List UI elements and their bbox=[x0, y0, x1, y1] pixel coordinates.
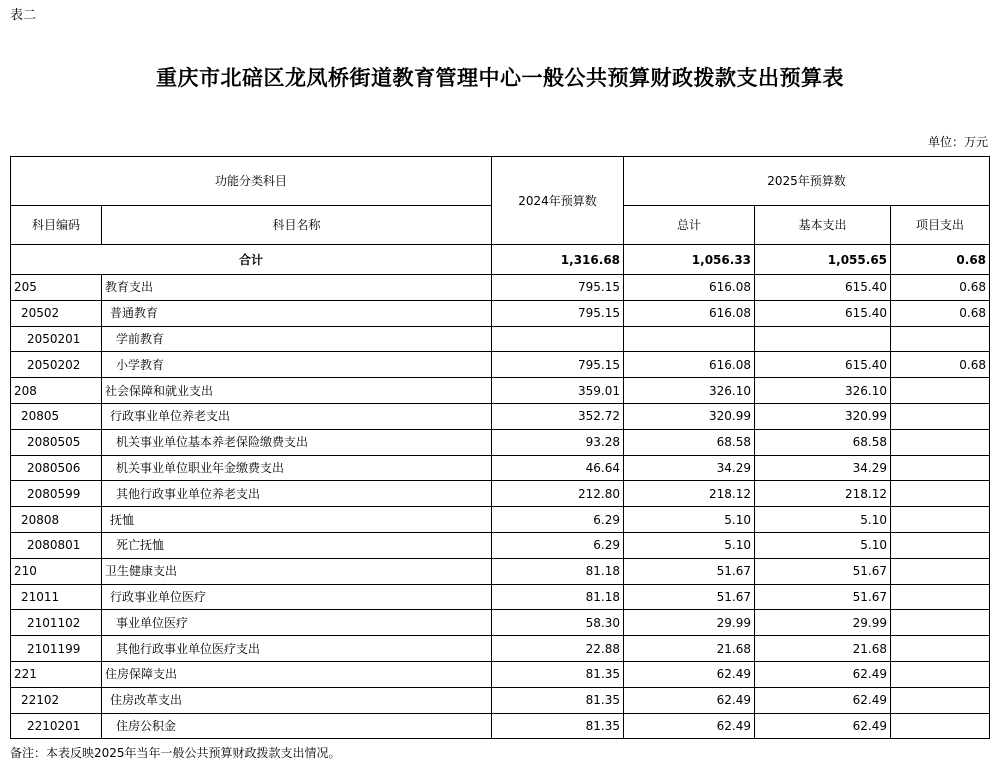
table-label: 表二 bbox=[10, 8, 37, 23]
table-row bbox=[11, 610, 990, 636]
row-project-2025: 0.68 bbox=[891, 275, 990, 301]
table-row bbox=[11, 584, 990, 610]
row-name: 教育支出 bbox=[102, 275, 492, 301]
row-project-2025 bbox=[891, 636, 990, 662]
row-basic-2025: 320.99 bbox=[755, 403, 891, 429]
row-basic-2025: 51.67 bbox=[755, 584, 891, 610]
table-row bbox=[11, 507, 990, 533]
row-code: 2101102 bbox=[11, 610, 102, 636]
row-name: 其他行政事业单位医疗支出 bbox=[102, 636, 492, 662]
header-project: 项目支出 bbox=[891, 206, 990, 245]
table-row bbox=[11, 713, 990, 739]
row-budget-2024: 795.15 bbox=[492, 300, 624, 326]
row-project-2025: 0.68 bbox=[891, 352, 990, 378]
row-name: 行政事业单位养老支出 bbox=[102, 403, 492, 429]
row-code: 2101199 bbox=[11, 636, 102, 662]
row-project-2025 bbox=[891, 584, 990, 610]
row-code: 205 bbox=[11, 275, 102, 301]
row-total-2025: 5.10 bbox=[624, 507, 755, 533]
row-budget-2024: 58.30 bbox=[492, 610, 624, 636]
table-row bbox=[11, 300, 990, 326]
table-row bbox=[11, 455, 990, 481]
row-name: 小学教育 bbox=[102, 352, 492, 378]
row-total-2025: 616.08 bbox=[624, 352, 755, 378]
header-basic: 基本支出 bbox=[755, 206, 891, 245]
row-name: 住房改革支出 bbox=[102, 687, 492, 713]
row-code: 2050202 bbox=[11, 352, 102, 378]
unit-label: 单位：万元 bbox=[927, 135, 988, 149]
row-basic-2025: 51.67 bbox=[755, 558, 891, 584]
row-name: 住房保障支出 bbox=[102, 661, 492, 687]
total-sum-2025: 1,056.33 bbox=[624, 245, 755, 275]
row-name: 普通教育 bbox=[102, 300, 492, 326]
row-code: 20502 bbox=[11, 300, 102, 326]
row-total-2025: 616.08 bbox=[624, 300, 755, 326]
table-row bbox=[11, 532, 990, 558]
header-row-1 bbox=[11, 157, 990, 206]
row-project-2025 bbox=[891, 481, 990, 507]
row-basic-2025: 326.10 bbox=[755, 378, 891, 404]
row-name: 机关事业单位基本养老保险缴费支出 bbox=[102, 429, 492, 455]
budget-table bbox=[10, 156, 990, 739]
row-basic-2025: 62.49 bbox=[755, 713, 891, 739]
row-code: 2080506 bbox=[11, 455, 102, 481]
row-budget-2024: 352.72 bbox=[492, 403, 624, 429]
row-basic-2025: 218.12 bbox=[755, 481, 891, 507]
header-budget-2025: 2025年预算数 bbox=[624, 157, 990, 206]
row-name: 抚恤 bbox=[102, 507, 492, 533]
total-label: 合计 bbox=[11, 245, 492, 275]
row-budget-2024: 795.15 bbox=[492, 352, 624, 378]
row-budget-2024 bbox=[492, 326, 624, 352]
row-budget-2024: 212.80 bbox=[492, 481, 624, 507]
row-budget-2024: 46.64 bbox=[492, 455, 624, 481]
row-budget-2024: 81.18 bbox=[492, 558, 624, 584]
row-basic-2025: 615.40 bbox=[755, 352, 891, 378]
row-name: 事业单位医疗 bbox=[102, 610, 492, 636]
row-code: 208 bbox=[11, 378, 102, 404]
row-total-2025: 5.10 bbox=[624, 532, 755, 558]
row-project-2025 bbox=[891, 403, 990, 429]
row-total-2025: 320.99 bbox=[624, 403, 755, 429]
row-code: 2080801 bbox=[11, 532, 102, 558]
row-project-2025 bbox=[891, 532, 990, 558]
row-basic-2025: 5.10 bbox=[755, 532, 891, 558]
row-project-2025 bbox=[891, 326, 990, 352]
row-name: 行政事业单位医疗 bbox=[102, 584, 492, 610]
row-basic-2025: 29.99 bbox=[755, 610, 891, 636]
row-name: 其他行政事业单位养老支出 bbox=[102, 481, 492, 507]
row-basic-2025: 615.40 bbox=[755, 300, 891, 326]
header-total: 总计 bbox=[624, 206, 755, 245]
row-code: 221 bbox=[11, 661, 102, 687]
table-row bbox=[11, 326, 990, 352]
total-row bbox=[11, 245, 990, 275]
row-total-2025: 218.12 bbox=[624, 481, 755, 507]
row-total-2025: 21.68 bbox=[624, 636, 755, 662]
row-code: 20808 bbox=[11, 507, 102, 533]
row-project-2025 bbox=[891, 429, 990, 455]
row-project-2025 bbox=[891, 558, 990, 584]
total-basic-2025: 1,055.65 bbox=[755, 245, 891, 275]
footnote: 备注：本表反映2025年当年一般公共预算财政拨款支出情况。 bbox=[10, 746, 341, 760]
row-code: 2080599 bbox=[11, 481, 102, 507]
row-name: 住房公积金 bbox=[102, 713, 492, 739]
row-project-2025 bbox=[891, 455, 990, 481]
row-basic-2025: 62.49 bbox=[755, 661, 891, 687]
row-code: 2080505 bbox=[11, 429, 102, 455]
total-budget-2024: 1,316.68 bbox=[492, 245, 624, 275]
row-code: 210 bbox=[11, 558, 102, 584]
row-total-2025: 29.99 bbox=[624, 610, 755, 636]
row-project-2025 bbox=[891, 713, 990, 739]
row-budget-2024: 81.35 bbox=[492, 661, 624, 687]
row-code: 20805 bbox=[11, 403, 102, 429]
row-total-2025: 68.58 bbox=[624, 429, 755, 455]
row-basic-2025: 62.49 bbox=[755, 687, 891, 713]
header-category-group: 功能分类科目 bbox=[11, 157, 492, 206]
row-basic-2025: 21.68 bbox=[755, 636, 891, 662]
row-code: 22102 bbox=[11, 687, 102, 713]
total-project-2025: 0.68 bbox=[891, 245, 990, 275]
row-budget-2024: 22.88 bbox=[492, 636, 624, 662]
row-total-2025: 616.08 bbox=[624, 275, 755, 301]
row-total-2025 bbox=[624, 326, 755, 352]
header-code: 科目编码 bbox=[11, 206, 102, 245]
row-total-2025: 62.49 bbox=[624, 713, 755, 739]
table-row bbox=[11, 558, 990, 584]
row-name: 卫生健康支出 bbox=[102, 558, 492, 584]
header-budget-2024: 2024年预算数 bbox=[492, 157, 624, 245]
row-project-2025: 0.68 bbox=[891, 300, 990, 326]
row-budget-2024: 81.18 bbox=[492, 584, 624, 610]
row-basic-2025: 68.58 bbox=[755, 429, 891, 455]
row-total-2025: 62.49 bbox=[624, 661, 755, 687]
row-basic-2025: 34.29 bbox=[755, 455, 891, 481]
row-budget-2024: 81.35 bbox=[492, 687, 624, 713]
row-project-2025 bbox=[891, 507, 990, 533]
table-row bbox=[11, 481, 990, 507]
row-total-2025: 51.67 bbox=[624, 584, 755, 610]
row-basic-2025: 615.40 bbox=[755, 275, 891, 301]
row-name: 学前教育 bbox=[102, 326, 492, 352]
row-budget-2024: 6.29 bbox=[492, 532, 624, 558]
row-total-2025: 51.67 bbox=[624, 558, 755, 584]
row-budget-2024: 795.15 bbox=[492, 275, 624, 301]
table-row bbox=[11, 352, 990, 378]
row-name: 社会保障和就业支出 bbox=[102, 378, 492, 404]
row-budget-2024: 93.28 bbox=[492, 429, 624, 455]
row-budget-2024: 6.29 bbox=[492, 507, 624, 533]
row-project-2025 bbox=[891, 661, 990, 687]
row-basic-2025 bbox=[755, 326, 891, 352]
row-code: 2050201 bbox=[11, 326, 102, 352]
row-name: 机关事业单位职业年金缴费支出 bbox=[102, 455, 492, 481]
row-project-2025 bbox=[891, 610, 990, 636]
table-row bbox=[11, 661, 990, 687]
row-budget-2024: 81.35 bbox=[492, 713, 624, 739]
table-row bbox=[11, 636, 990, 662]
row-total-2025: 62.49 bbox=[624, 687, 755, 713]
row-budget-2024: 359.01 bbox=[492, 378, 624, 404]
page-title: 重庆市北碚区龙凤桥街道教育管理中心一般公共预算财政拨款支出预算表 bbox=[156, 65, 844, 90]
table-row bbox=[11, 403, 990, 429]
row-project-2025 bbox=[891, 687, 990, 713]
row-project-2025 bbox=[891, 378, 990, 404]
table-row bbox=[11, 275, 990, 301]
row-total-2025: 34.29 bbox=[624, 455, 755, 481]
table-row bbox=[11, 429, 990, 455]
row-name: 死亡抚恤 bbox=[102, 532, 492, 558]
row-basic-2025: 5.10 bbox=[755, 507, 891, 533]
table-row bbox=[11, 687, 990, 713]
row-total-2025: 326.10 bbox=[624, 378, 755, 404]
header-name: 科目名称 bbox=[102, 206, 492, 245]
row-code: 21011 bbox=[11, 584, 102, 610]
table-row bbox=[11, 378, 990, 404]
row-code: 2210201 bbox=[11, 713, 102, 739]
